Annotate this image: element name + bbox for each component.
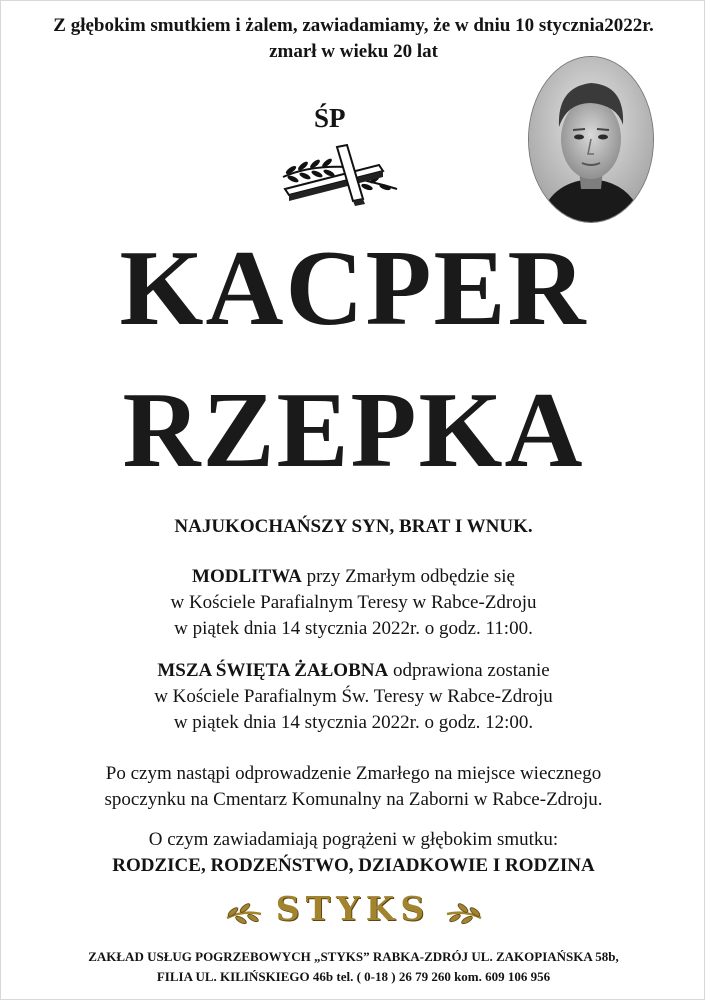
portrait-image (529, 57, 653, 222)
mass-line-2: w Kościele Parafialnym Św. Teresy w Rabce-Zdroju (154, 686, 553, 707)
prayer-announcement (1, 564, 705, 642)
footer-line-2: FILIA UL. KILIŃSKIEGO 46b tel. ( 0-18 ) 26 79 260 kom. 609 106 956 (156, 969, 551, 984)
mass-heading: MSZA ŚWIĘTA ŻAŁOBNA (157, 660, 389, 681)
prayer-line-1-rest: przy Zmarłym odbędzie się (301, 566, 515, 587)
mourners-line-1: O czym zawiadamiają pogrążeni w głębokim smutku: (148, 829, 559, 850)
prayer-heading: MODLITWA (192, 566, 302, 587)
relation-line: NAJUKOCHAŃSZY SYN, BRAT I WNUK. (174, 516, 533, 537)
deceased-first-name: KACPER (119, 229, 588, 348)
mourners-section (1, 827, 705, 879)
styks-logo-text: STYKS (275, 889, 431, 928)
sp-label: ŚP (314, 103, 346, 133)
funeral-home-footer (1, 947, 705, 987)
prayer-line-2: w Kościele Parafialnym Teresy w Rabce-Zdroju (170, 592, 537, 613)
burial-announcement (1, 761, 705, 813)
burial-line-2: spoczynku na Cmentarz Komunalny na Zaborni w Rabce-Zdroju. (104, 789, 603, 810)
intro-line-2: zmarł w wieku 20 lat (269, 41, 438, 62)
mass-line-1 (1, 658, 705, 684)
footer-line-1: ZAKŁAD USŁUG POGRZEBOWYCH „STYKS” RABKA-ZDRÓJ UL. ZAKOPIAŃSKA 58b, (88, 949, 619, 964)
prayer-line-3: w piątek dnia 14 stycznia 2022r. o godz. 11:00. (174, 618, 533, 639)
mourners-line-2: RODZICE, RODZEŃSTWO, DZIADKOWIE I RODZINA (112, 855, 595, 876)
mass-line-3: w piątek dnia 14 stycznia 2022r. o godz. 12:00. (173, 712, 534, 733)
mass-announcement (1, 658, 705, 736)
mass-line-1-rest: odprawiona zostanie (388, 660, 550, 681)
prayer-line-1 (1, 564, 705, 590)
deceased-last-name: RZEPKA (122, 371, 585, 490)
burial-line-1: Po czym nastąpi odprowadzenie Zmarłego na miejsce wiecznego (105, 763, 602, 784)
cross-with-branch-icon (279, 137, 401, 207)
deceased-portrait (528, 56, 654, 223)
intro-line-1: Z głębokim smutkiem i żalem, zawiadamiamy, że w dniu 10 stycznia2022r. (53, 15, 654, 36)
